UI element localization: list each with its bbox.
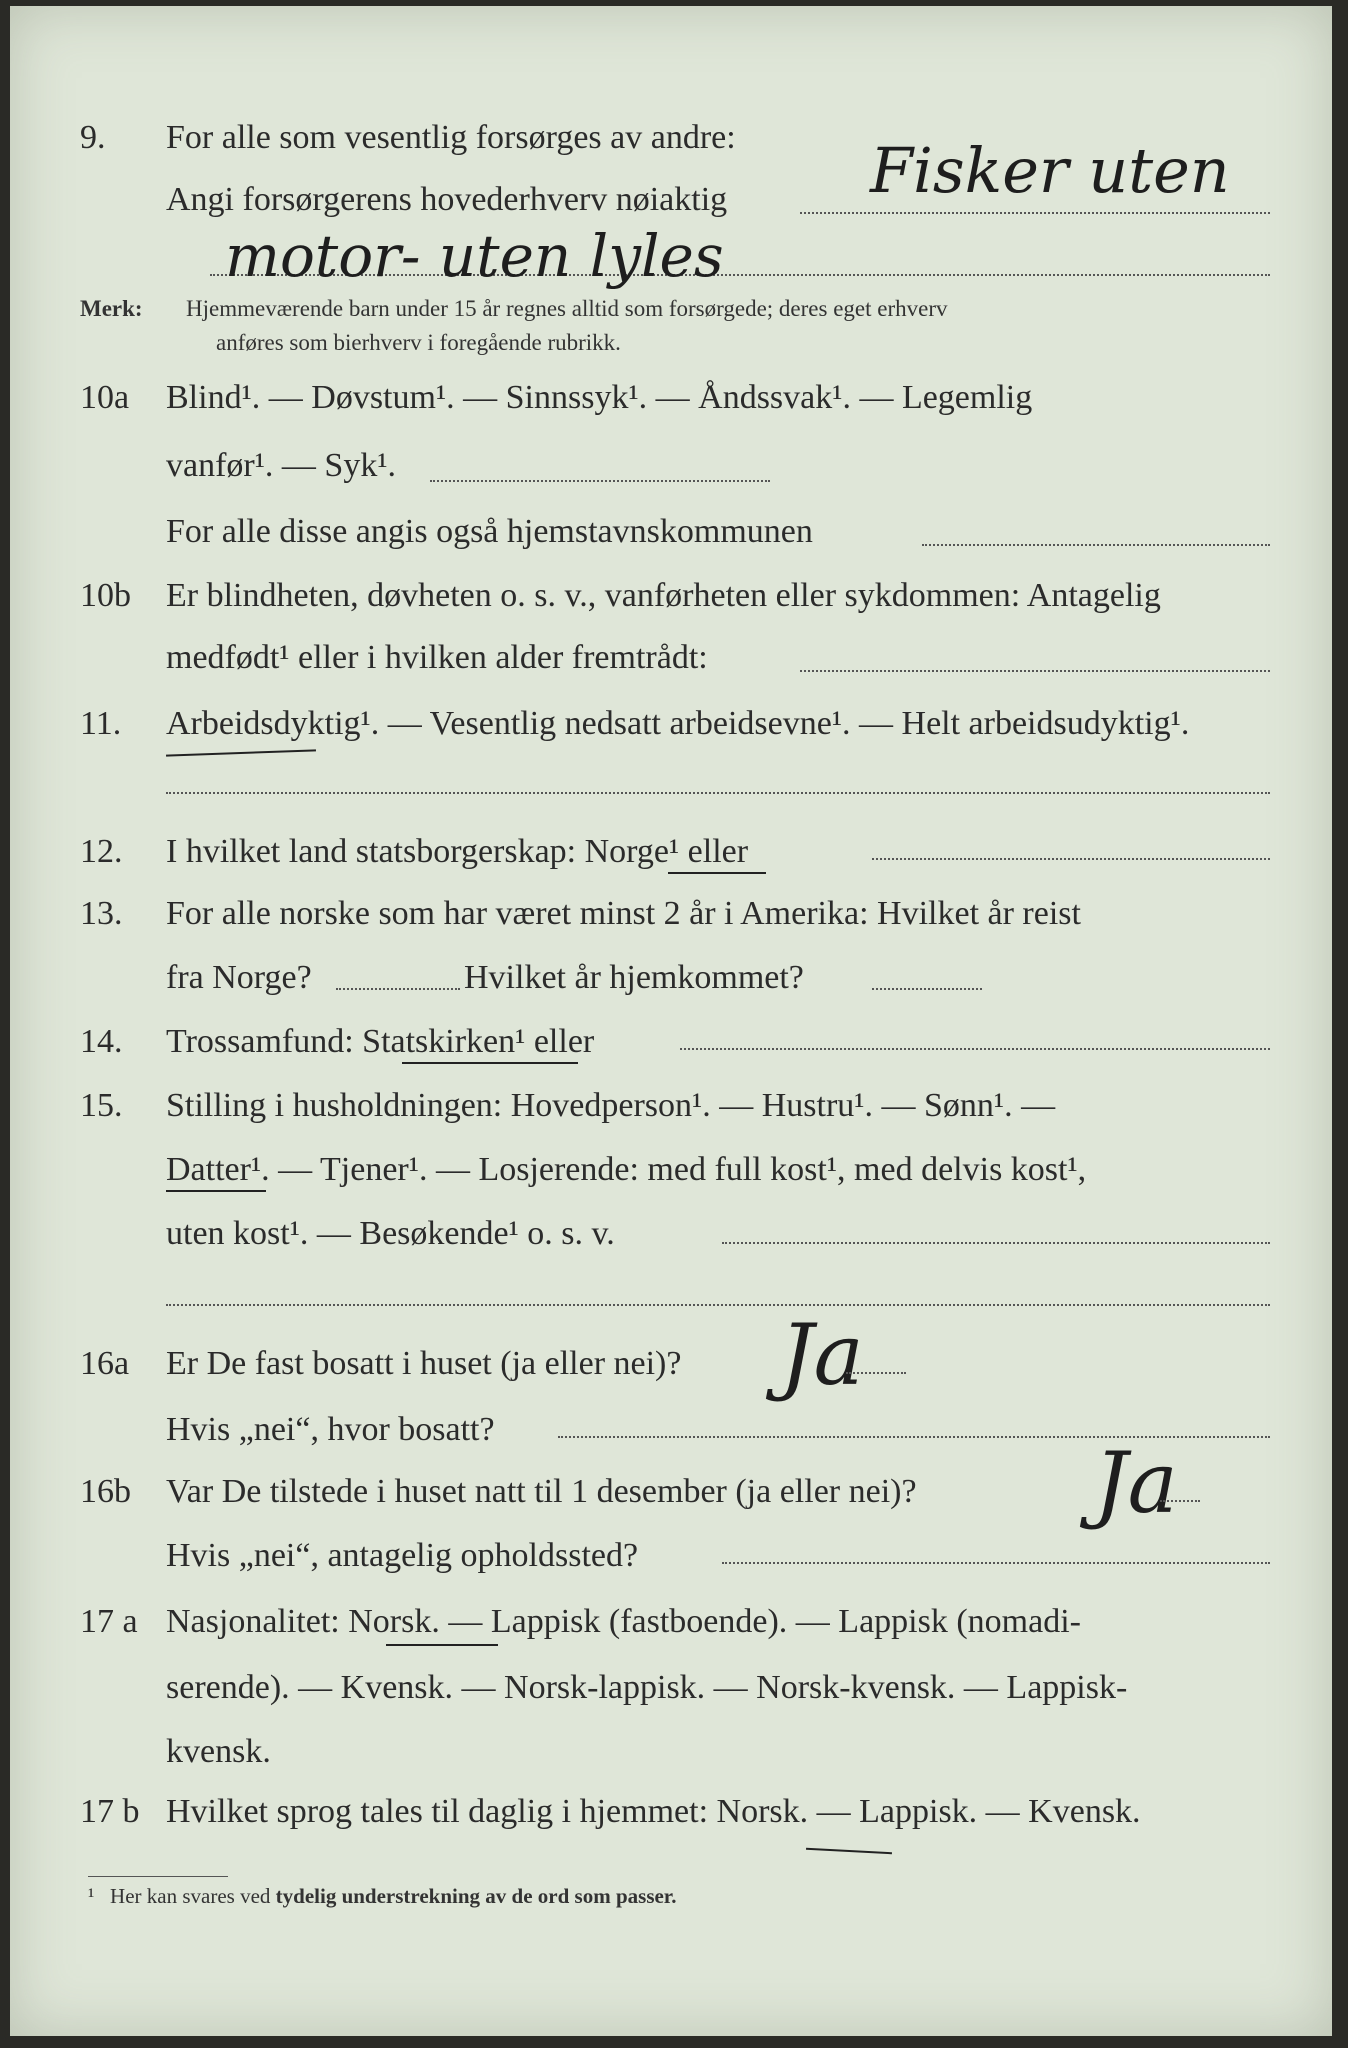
answer-line	[800, 212, 1270, 214]
question-number: 13.	[80, 895, 123, 932]
question-text: Var De tilstede i huset natt til 1 desember (ja eller nei)?	[166, 1473, 917, 1510]
answer-line	[922, 544, 1270, 546]
answer-underline	[402, 1062, 578, 1064]
question-text: Blind¹. — Døvstum¹. — Sinnssyk¹. — Åndssvak¹. — Legemlig	[166, 379, 1033, 416]
question-number: 16a	[80, 1345, 130, 1382]
question-text: kvensk.	[166, 1733, 271, 1770]
footnote-text-bold: tydelig understrekning av de ord som passer.	[275, 1884, 677, 1908]
footnote	[88, 1884, 676, 1909]
census-form-page	[10, 6, 1332, 2036]
answer-line	[722, 1242, 1270, 1244]
question-number: 17 a	[80, 1603, 138, 1640]
question-number: 17 b	[80, 1793, 140, 1830]
question-text: serende). — Kvensk. — Norsk-lappisk. — Norsk-kvensk. — Lappisk-	[166, 1669, 1128, 1706]
question-text: Hvilket år hjemkommet?	[464, 959, 804, 996]
question-text: uten kost¹. — Besøkende¹ o. s. v.	[166, 1215, 615, 1252]
answer-line	[1160, 1500, 1200, 1502]
handwritten-answer: motor- uten lyles	[225, 222, 724, 290]
note-text: Hjemmeværende barn under 15 år regnes alltid som forsørgede; deres eget erhverv	[186, 296, 948, 321]
question-number: 15.	[80, 1087, 123, 1124]
question-text: I hvilket land statsborgerskap: Norge¹ eller	[166, 833, 749, 870]
question-text: For alle norske som har været minst 2 år i Amerika: Hvilket år reist	[166, 895, 1081, 932]
question-text: For alle som vesentlig forsørges av andre:	[166, 119, 736, 156]
question-text: Stilling i husholdningen: Hovedperson¹. — Hustru¹. — Sønn¹. —	[166, 1087, 1056, 1124]
answer-line	[872, 988, 982, 990]
answer-underline	[668, 872, 766, 874]
footnote-rule	[88, 1876, 228, 1877]
footnote-text: Her kan svares ved	[110, 1884, 276, 1908]
answer-line	[800, 670, 1270, 672]
question-text: fra Norge?	[166, 959, 312, 996]
note-text: anføres som bierhverv i foregående rubrikk.	[216, 330, 621, 355]
question-text: Trossamfund: Statskirken¹ eller	[166, 1023, 595, 1060]
question-number: 16b	[80, 1473, 131, 1510]
question-text: medfødt¹ eller i hvilken alder fremtrådt:	[166, 639, 708, 676]
answer-underline	[386, 1644, 498, 1646]
question-number: 11.	[80, 705, 122, 742]
answer-line	[680, 1048, 1270, 1050]
question-text: Arbeidsdyktig¹. — Vesentlig nedsatt arbeidsevne¹. — Helt arbeidsudyktig¹.	[166, 705, 1190, 742]
question-number: 10a	[80, 379, 130, 416]
handwritten-answer: Fisker uten	[870, 134, 1230, 207]
answer-line	[430, 480, 770, 482]
note-label: Merk:	[80, 296, 143, 321]
answer-line	[336, 988, 460, 990]
question-number: 9.	[80, 119, 106, 156]
answer-underline	[806, 1848, 892, 1854]
question-text: Er De fast bosatt i huset (ja eller nei)?	[166, 1345, 682, 1382]
handwritten-answer: Ja	[1094, 1434, 1178, 1532]
question-text: Datter¹. — Tjener¹. — Losjerende: med full kost¹, med delvis kost¹,	[166, 1151, 1087, 1188]
handwritten-answer: Ja	[780, 1306, 864, 1404]
answer-underline	[166, 749, 316, 756]
question-text: vanfør¹. — Syk¹.	[166, 447, 397, 484]
question-text: Angi forsørgerens hovederhverv nøiaktig	[166, 181, 728, 218]
question-text: Er blindheten, døvheten o. s. v., vanførheten eller sykdommen: Antagelig	[166, 577, 1161, 614]
question-number: 12.	[80, 833, 123, 870]
answer-line	[722, 1562, 1270, 1564]
answer-line	[872, 858, 1270, 860]
answer-line	[166, 792, 1270, 794]
question-text: Hvis „nei“, hvor bosatt?	[166, 1411, 495, 1448]
question-text: For alle disse angis også hjemstavnskommunen	[166, 513, 813, 550]
question-number: 10b	[80, 577, 131, 614]
footnote-mark: ¹	[88, 1884, 95, 1908]
question-text: Nasjonalitet: Norsk. — Lappisk (fastboende). — Lappisk (nomadi-	[166, 1603, 1081, 1640]
question-text: Hvis „nei“, antagelig opholdssted?	[166, 1537, 639, 1574]
question-text: Hvilket sprog tales til daglig i hjemmet: Norsk. — Lappisk. — Kvensk.	[166, 1793, 1141, 1830]
answer-line	[166, 1304, 1270, 1306]
answer-line	[846, 1372, 906, 1374]
answer-underline	[166, 1190, 266, 1192]
question-number: 14.	[80, 1023, 123, 1060]
